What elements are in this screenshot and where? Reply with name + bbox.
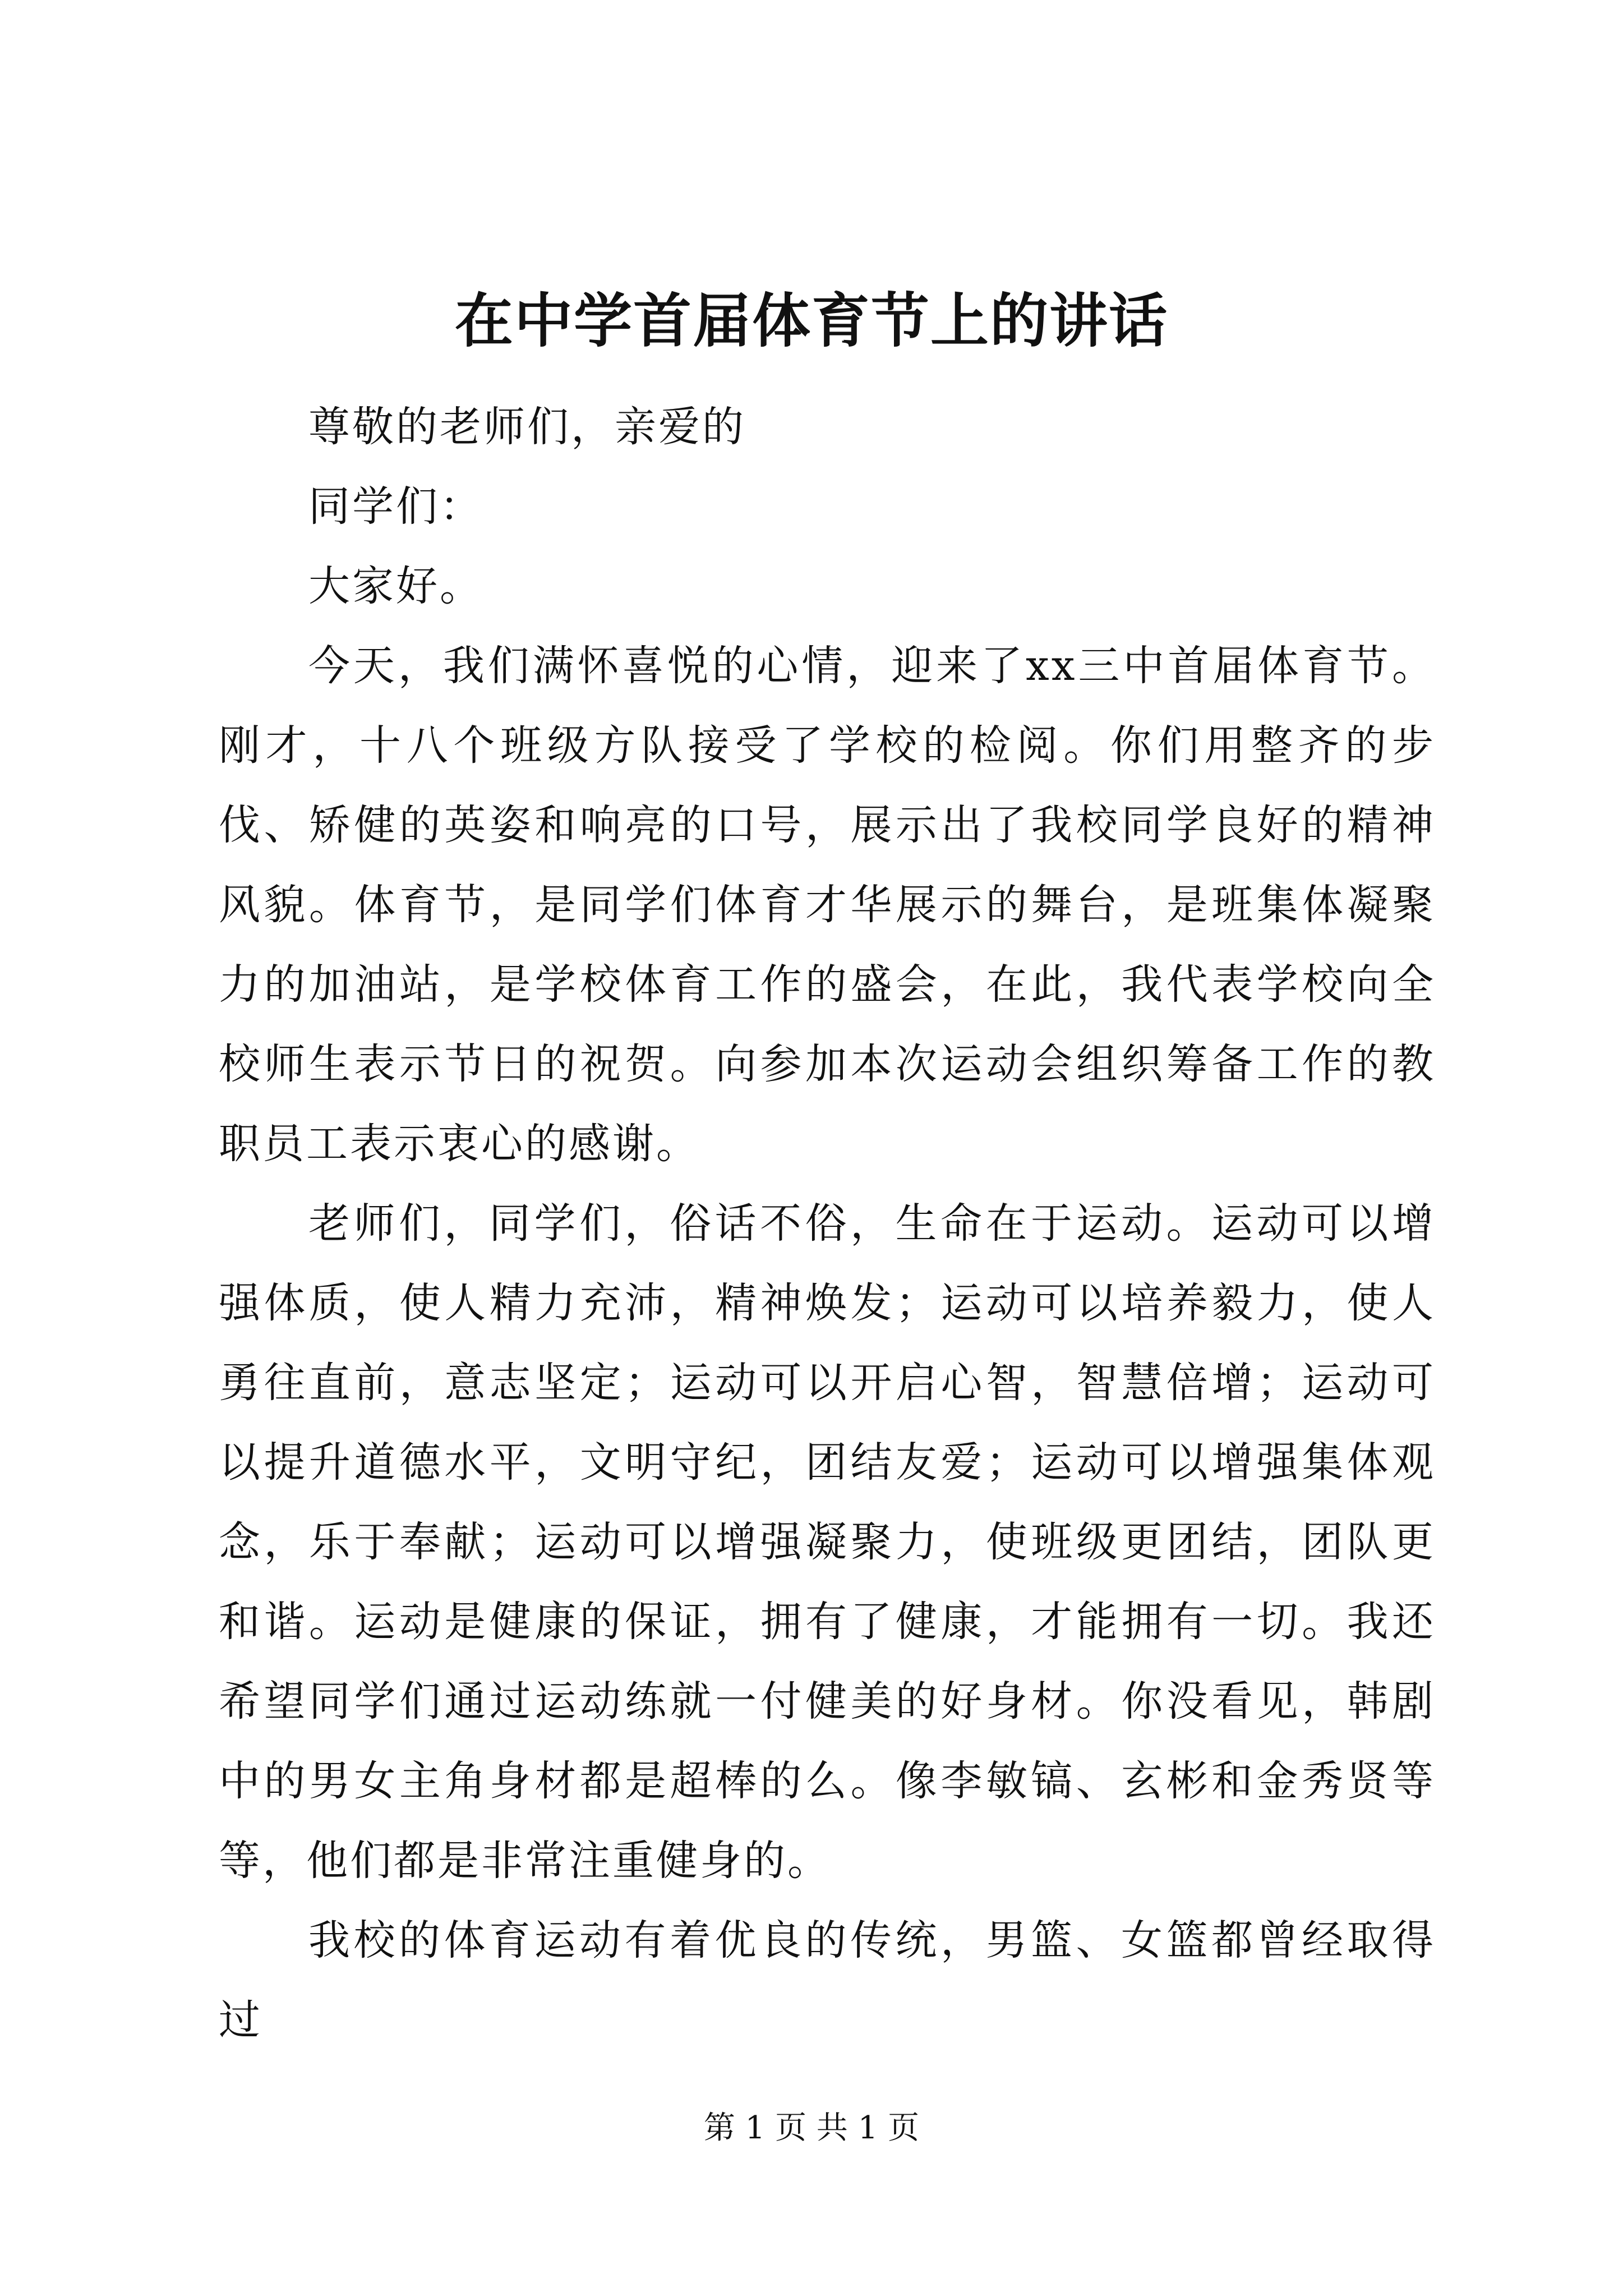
greeting-line: 大家好。 (308, 562, 483, 610)
document-body (219, 387, 1436, 2060)
document-title: 在中学首届体育节上的讲话 (454, 286, 1168, 355)
page-footer (0, 2109, 1623, 2147)
body-paragraph: 老师们，同学们，俗话不俗，生命在于运动。运动可以增强体质，使人精力充沛，精神焕发；运动可以培养毅力，使人勇往直前，意志坚定；运动可以开启心智，智慧倍增；运动可以提升道德水平，文明守纪，团结友爱；运动可以增强集体观念，乐于奉献；运动可以增强凝聚力，使班级更团结，团队更和谐。运动是健康的保证，拥有了健康，才能拥有一切。我还希望同学们通过运动练就一付健美的好身材。你没看见，韩剧中的男女主角身材都是超棒的么。像李敏镐、玄彬和金秀贤等等，他们都是非常注重健身的。 (219, 1199, 1436, 1885)
body-paragraph: 我校的体育运动有着优良的传统，男篮、女篮都曾经取得过 (219, 1916, 1436, 2044)
body-paragraph: 今天，我们满怀喜悦的心情，迎来了xx三中首届体育节。刚才，十八个班级方队接受了学校的检阅。你们用整齐的步伐、矫健的英姿和响亮的口号，展示出了我校同学良好的精神风貌。体育节，是同学们体育才华展示的舞台，是班集体凝聚力的加油站，是学校体育工作的盛会，在此，我代表学校向全校师生表示节日的祝贺。向参加本次运动会组织筹备工作的教职员工表示衷心的感谢。 (219, 642, 1436, 1168)
salutation-line-1: 尊敬的老师们，亲爱的 (308, 403, 746, 451)
page-number-label: 第 1 页 共 1 页 (703, 2110, 920, 2146)
salutation-line-2: 同学们： (308, 482, 483, 531)
